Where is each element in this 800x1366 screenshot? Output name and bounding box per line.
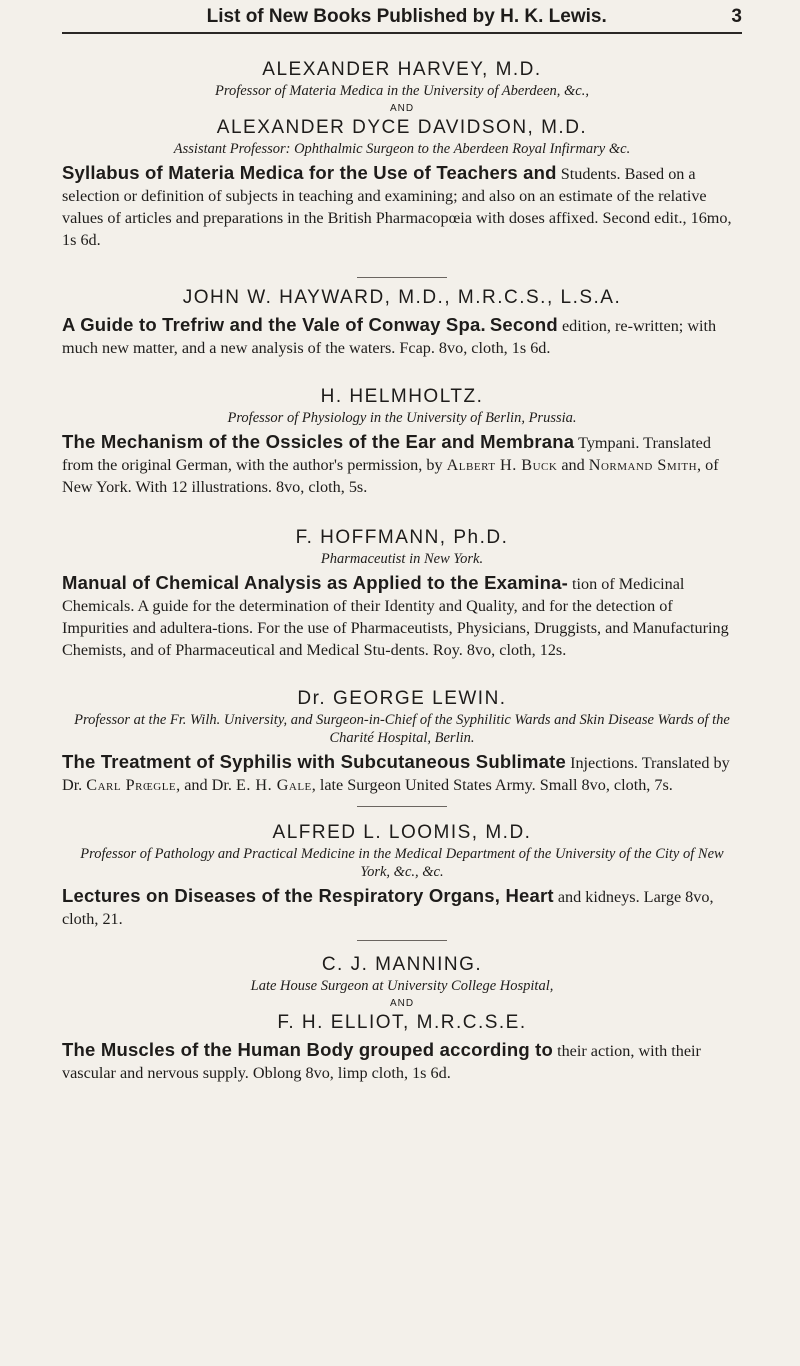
book-description — [62, 162, 742, 251]
book-title: Lectures on Diseases of the Respiratory Organs, Heart — [62, 885, 554, 906]
author-name: ALFRED L. LOOMIS, M.D. — [272, 822, 532, 843]
book-description — [62, 751, 742, 796]
book-details-before: Injections. Translated by Dr. — [62, 754, 730, 794]
book-description — [62, 885, 742, 930]
book-entry-ossicles-mechanism — [62, 385, 742, 498]
book-title: Syllabus of Materia Medica for the Use of Teachers and — [62, 162, 557, 183]
book-entry-muscles-human-body — [62, 940, 742, 1084]
author-role: Late House Surgeon at University College Hospital, — [250, 978, 554, 994]
translator-name: Albert H. Buck — [446, 456, 558, 474]
author-name: ALEXANDER DYCE DAVIDSON, M.D. — [216, 117, 588, 138]
translator-name: Carl Prœgle — [86, 776, 177, 794]
book-details: their action, with their vascular and nervous supply. Oblong 8vo, limp cloth, 1s 6d. — [62, 1042, 701, 1082]
book-details-middle: , and Dr. — [176, 776, 232, 794]
running-head — [62, 0, 742, 34]
author-name: H. HELMHOLTZ. — [320, 386, 484, 407]
divider-rule — [357, 277, 447, 278]
book-details: edition, re-written; with much new matter, and a new analysis of the waters. Fcap. 8vo, cloth, 1s 6d. — [62, 317, 717, 357]
book-details-middle: and — [561, 456, 585, 474]
book-details: Students. Based on a selection or definition of subjects in teaching and examining; and also on an estimate of the relative values of articles and preparations in the British Pharmacopœia with doses affixed. Second edit., 16mo, 1s 6d. — [62, 165, 732, 249]
book-details: and kidneys. Large 8vo, cloth, 21. — [62, 888, 714, 928]
author-name: Dr. GEORGE LEWIN. — [297, 688, 507, 709]
book-entry-chemical-analysis — [62, 526, 742, 661]
and-connector: AND — [389, 103, 415, 114]
book-title: A Guide to Trefriw and the Vale of Conway Spa. — [62, 314, 486, 335]
divider-rule — [357, 806, 447, 807]
book-description — [62, 314, 742, 359]
book-description — [62, 431, 742, 498]
book-title-tail: Second — [489, 314, 558, 335]
author-role: Professor of Physiology in the University of Berlin, Prussia. — [227, 410, 577, 426]
book-title: The Muscles of the Human Body grouped according to — [62, 1039, 554, 1060]
book-details-after: , late Surgeon United States Army. Small 8vo, cloth, 7s. — [311, 776, 673, 794]
book-details: tion of Medicinal Chemicals. A guide for the determination of their Identity and Quality, and for the detection of Impurities and adultera-tions. For the use of Pharmaceutists, Physicians, Druggists, and Manufacturing Chemists, and of Pharmaceutical and Medical Stu-dents. Roy. 8vo, cloth, 12s. — [62, 575, 729, 659]
book-title: Manual of Chemical Analysis as Applied to the Examina- — [62, 572, 568, 593]
book-title: The Treatment of Syphilis with Subcutaneous Sublimate — [62, 751, 567, 772]
translator-name: E. H. Gale — [235, 776, 312, 794]
author-name: ALEXANDER HARVEY, M.D. — [262, 59, 542, 80]
author-name: JOHN W. HAYWARD, M.D., M.R.C.S., L.S.A. — [182, 287, 622, 308]
author-role: Professor of Pathology and Practical Medicine in the Medical Department of the University of the City of New York, &c., &c. — [80, 846, 724, 880]
book-details-after: , of New York. With 12 illustrations. 8vo, cloth, 5s. — [62, 456, 719, 496]
author-role: Pharmaceutist in New York. — [320, 551, 484, 567]
book-description — [62, 572, 742, 661]
running-head-title: List of New Books Published by H. K. Lewis. — [206, 6, 607, 27]
book-description — [62, 1039, 742, 1084]
and-connector: AND — [389, 998, 415, 1009]
translator-name: Normand Smith — [588, 456, 698, 474]
book-entry-syllabus-materia-medica — [62, 58, 742, 251]
book-title: The Mechanism of the Ossicles of the Ear and Membrana — [62, 431, 575, 452]
author-name: F. H. ELLIOT, M.R.C.S.E. — [277, 1012, 527, 1033]
book-details-before: Tympani. Translated from the original German, with the author's permission, by — [62, 434, 711, 474]
author-role: Professor of Materia Medica in the University of Aberdeen, &c., — [215, 83, 589, 99]
author-role: Professor at the Fr. Wilh. University, and Surgeon-in-Chief of the Syphilitic Wards and Skin Disease Wards of the Charité Hospital, Berlin. — [74, 712, 730, 746]
book-entry-trefriw-guide — [62, 277, 742, 359]
author-name: F. HOFFMANN, Ph.D. — [295, 527, 509, 548]
book-entry-syphilis-treatment — [62, 687, 742, 796]
author-role: Assistant Professor: Ophthalmic Surgeon to the Aberdeen Royal Infirmary &c. — [173, 141, 631, 157]
book-entry-respiratory-lectures — [62, 806, 742, 930]
author-name: C. J. MANNING. — [321, 954, 483, 975]
divider-rule — [357, 940, 447, 941]
page-number: 3 — [731, 6, 742, 27]
